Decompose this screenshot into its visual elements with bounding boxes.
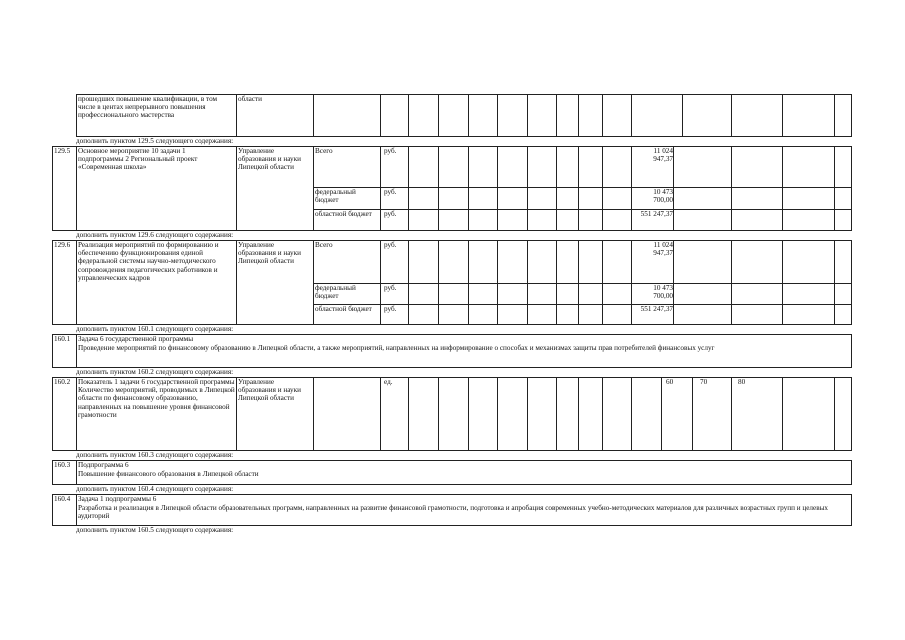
col-divider xyxy=(236,377,237,451)
col-divider xyxy=(602,94,603,137)
col-divider xyxy=(527,94,528,137)
col-divider xyxy=(76,460,77,485)
col-divider xyxy=(236,94,237,137)
value: 80 xyxy=(738,378,746,386)
top-row-name: прошедших повышение квалификации, в том числе в центах непрерывного повышения профессионального мастерства xyxy=(78,95,218,120)
row-title: Подпрограмма 6 xyxy=(78,461,129,469)
unit: руб. xyxy=(384,147,397,155)
col-divider xyxy=(782,94,783,137)
amend-160-3: дополнить пунктом 160.3 следующего содержания: xyxy=(76,451,234,459)
row-name: Основное мероприятие 10 задачи 1 подпрограммы 2 Региональный проект «Современная школа» xyxy=(78,147,198,172)
row-text: Разработка и реализация в Липецкой области образовательных программ, направленных на развитие финансовой грамотности, подготовка и апробация современных учебно-методических материалов для различных возрастных групп и целевых аудиторий xyxy=(78,504,829,521)
col-divider xyxy=(497,94,498,137)
col-divider xyxy=(556,377,557,451)
row-number: 160.4 xyxy=(54,495,71,503)
row-text: Повышение финансового образования в Липецкой области xyxy=(78,470,259,478)
value: 551 247,37 xyxy=(640,305,673,313)
col-divider xyxy=(527,377,528,451)
col-divider xyxy=(834,94,835,137)
row-text: Проведение мероприятий по финансовому образованию в Липецкой области, а также мероприятий, направленных на информирование о способах и механизмах защиты прав потребителей финансовых услуг xyxy=(78,344,715,352)
col-divider xyxy=(527,146,528,231)
col-divider xyxy=(692,377,693,451)
col-divider xyxy=(236,240,237,325)
col-divider xyxy=(661,377,662,451)
row-number: 160.3 xyxy=(54,461,71,469)
col-divider xyxy=(556,94,557,137)
amend-160-4: дополнить пунктом 160.4 следующего содержания: xyxy=(76,485,234,493)
col-divider xyxy=(408,94,409,137)
row-executor: Управление образования и науки Липецкой области xyxy=(238,378,301,403)
col-divider xyxy=(313,94,314,137)
funding-source: федеральный бюджет xyxy=(315,188,356,205)
col-divider xyxy=(468,94,469,137)
row-name: Показатель 1 задачи 6 государственной программы Количество мероприятий, проводимых в Липецкой области по финансовому образованию, направленных на повышение уровня финансовой грамотности xyxy=(78,378,235,419)
funding-source: областной бюджет xyxy=(315,210,372,218)
amend-129-5: дополнить пунктом 129.5 следующего содержания: xyxy=(76,137,234,145)
row-number: 160.1 xyxy=(54,335,71,343)
col-divider xyxy=(556,146,557,231)
unit: руб. xyxy=(384,284,397,292)
col-divider xyxy=(76,240,77,325)
col-divider xyxy=(497,146,498,231)
col-divider xyxy=(438,146,439,231)
col-divider xyxy=(313,377,314,451)
col-divider xyxy=(236,146,237,231)
value: 10 473 700,00 xyxy=(653,284,673,301)
value: 551 247,37 xyxy=(640,210,673,218)
value: 60 xyxy=(666,378,674,386)
col-divider xyxy=(631,377,632,451)
unit: ед. xyxy=(384,378,393,386)
col-divider xyxy=(468,377,469,451)
value: 11 024 947,37 xyxy=(653,241,673,258)
col-divider xyxy=(578,146,579,231)
value: 70 xyxy=(700,378,708,386)
row-title: Задача 6 государственной программы xyxy=(78,335,194,343)
row-number: 129.5 xyxy=(54,147,71,155)
top-row-exec: области xyxy=(238,95,263,103)
row-number: 160.2 xyxy=(54,378,71,386)
funding-source: областной бюджет xyxy=(315,305,372,313)
col-divider xyxy=(578,377,579,451)
col-divider xyxy=(76,334,77,368)
col-divider xyxy=(76,146,77,231)
unit: руб. xyxy=(384,241,397,249)
row-executor: Управление образования и науки Липецкой области xyxy=(238,241,301,266)
col-divider xyxy=(782,146,783,231)
col-divider xyxy=(731,377,732,451)
amend-160-5: дополнить пунктом 160.5 следующего содержания: xyxy=(76,526,234,534)
col-divider xyxy=(631,146,632,231)
col-divider xyxy=(380,94,381,137)
col-divider xyxy=(468,146,469,231)
col-divider xyxy=(578,94,579,137)
col-divider xyxy=(834,146,835,231)
row-executor: Управление образования и науки Липецкой области xyxy=(238,147,301,172)
col-divider xyxy=(631,94,632,137)
col-divider xyxy=(408,377,409,451)
unit: руб. xyxy=(384,305,397,313)
amend-160-1: дополнить пунктом 160.1 следующего содержания: xyxy=(76,325,234,333)
unit: руб. xyxy=(384,188,397,196)
col-divider xyxy=(682,94,683,137)
col-divider xyxy=(380,377,381,451)
col-divider xyxy=(76,494,77,526)
funding-source: федеральный бюджет xyxy=(315,284,356,301)
funding-source: Всего xyxy=(315,147,333,155)
row-title: Задача 1 подпрограммы 6 xyxy=(78,495,157,503)
col-divider xyxy=(602,146,603,231)
col-divider xyxy=(438,94,439,137)
col-divider xyxy=(380,146,381,231)
amend-160-2: дополнить пунктом 160.2 следующего содержания: xyxy=(76,368,234,376)
col-divider xyxy=(782,377,783,451)
col-divider xyxy=(602,377,603,451)
row-name: Реализация мероприятий по формированию и обеспечению функционирования единой федеральной системы научно-методического сопровождения педагогических работников и управленческих кадров xyxy=(78,241,219,282)
funding-source: Всего xyxy=(315,241,333,249)
col-divider xyxy=(673,146,674,231)
col-divider xyxy=(497,377,498,451)
unit: руб. xyxy=(384,210,397,218)
row-number: 129.6 xyxy=(54,241,71,249)
value: 10 473 700,00 xyxy=(653,188,673,205)
col-divider xyxy=(731,146,732,231)
col-divider xyxy=(438,377,439,451)
col-divider xyxy=(408,146,409,231)
col-divider xyxy=(76,377,77,451)
amend-129-6: дополнить пунктом 129.6 следующего содержания: xyxy=(76,231,234,239)
col-divider xyxy=(313,146,314,231)
col-divider xyxy=(731,94,732,137)
value: 11 024 947,37 xyxy=(653,147,673,164)
col-divider xyxy=(834,377,835,451)
